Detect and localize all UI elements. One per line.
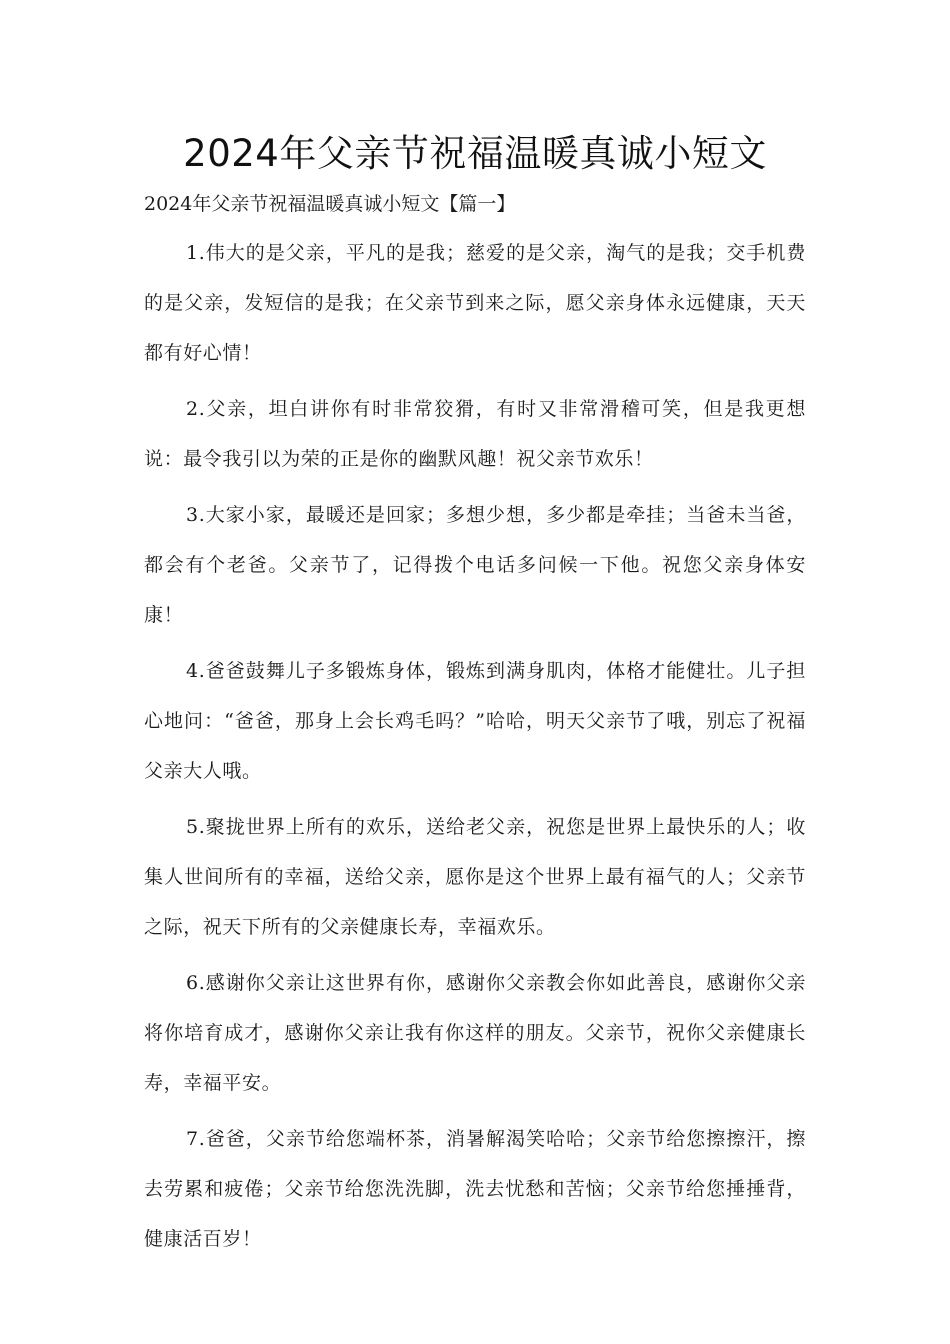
paragraph-1: 1.伟大的是父亲，平凡的是我；慈爱的是父亲，淘气的是我；交手机费的是父亲，发短信的是我；在父亲节到来之际，愿父亲身体永远健康，天天都有好心情！ [144,242,806,364]
paragraph-6: 6.感谢你父亲让这世界有你，感谢你父亲教会你如此善良，感谢你父亲将你培育成才，感谢你父亲让我有你这样的朋友。父亲节，祝你父亲健康长寿，幸福平安。 [144,972,806,1094]
paragraph-7: 7.爸爸，父亲节给您端杯茶，消暑解渴笑哈哈；父亲节给您擦擦汗，擦去劳累和疲倦；父亲节给您洗洗脚，洗去忧愁和苦恼；父亲节给您捶捶背，健康活百岁！ [144,1128,806,1250]
paragraph-list [144,228,806,1264]
paragraph-4: 4.爸爸鼓舞儿子多锻炼身体，锻炼到满身肌肉，体格才能健壮。儿子担心地问：“爸爸，那身上会长鸡毛吗？”哈哈，明天父亲节了哦，别忘了祝福父亲大人哦。 [144,660,806,782]
paragraph-2: 2.父亲，坦白讲你有时非常狡猾，有时又非常滑稽可笑，但是我更想说：最令我引以为荣的正是你的幽默风趣！祝父亲节欢乐！ [144,398,806,470]
document-title: 2024年父亲节祝福温暖真诚小短文 [183,132,767,175]
paragraph-5: 5.聚拢世界上所有的欢乐，送给老父亲，祝您是世界上最快乐的人；收集人世间所有的幸福，送给父亲，愿你是这个世界上最有福气的人；父亲节之际，祝天下所有的父亲健康长寿，幸福欢乐。 [144,816,806,938]
paragraph-3: 3.大家小家，最暖还是回家；多想少想，多少都是牵挂；当爸未当爸，都会有个老爸。父亲节了，记得拨个电话多问候一下他。祝您父亲身体安康！ [144,504,806,626]
section-heading: 2024年父亲节祝福温暖真诚小短文【篇一】 [144,193,516,215]
